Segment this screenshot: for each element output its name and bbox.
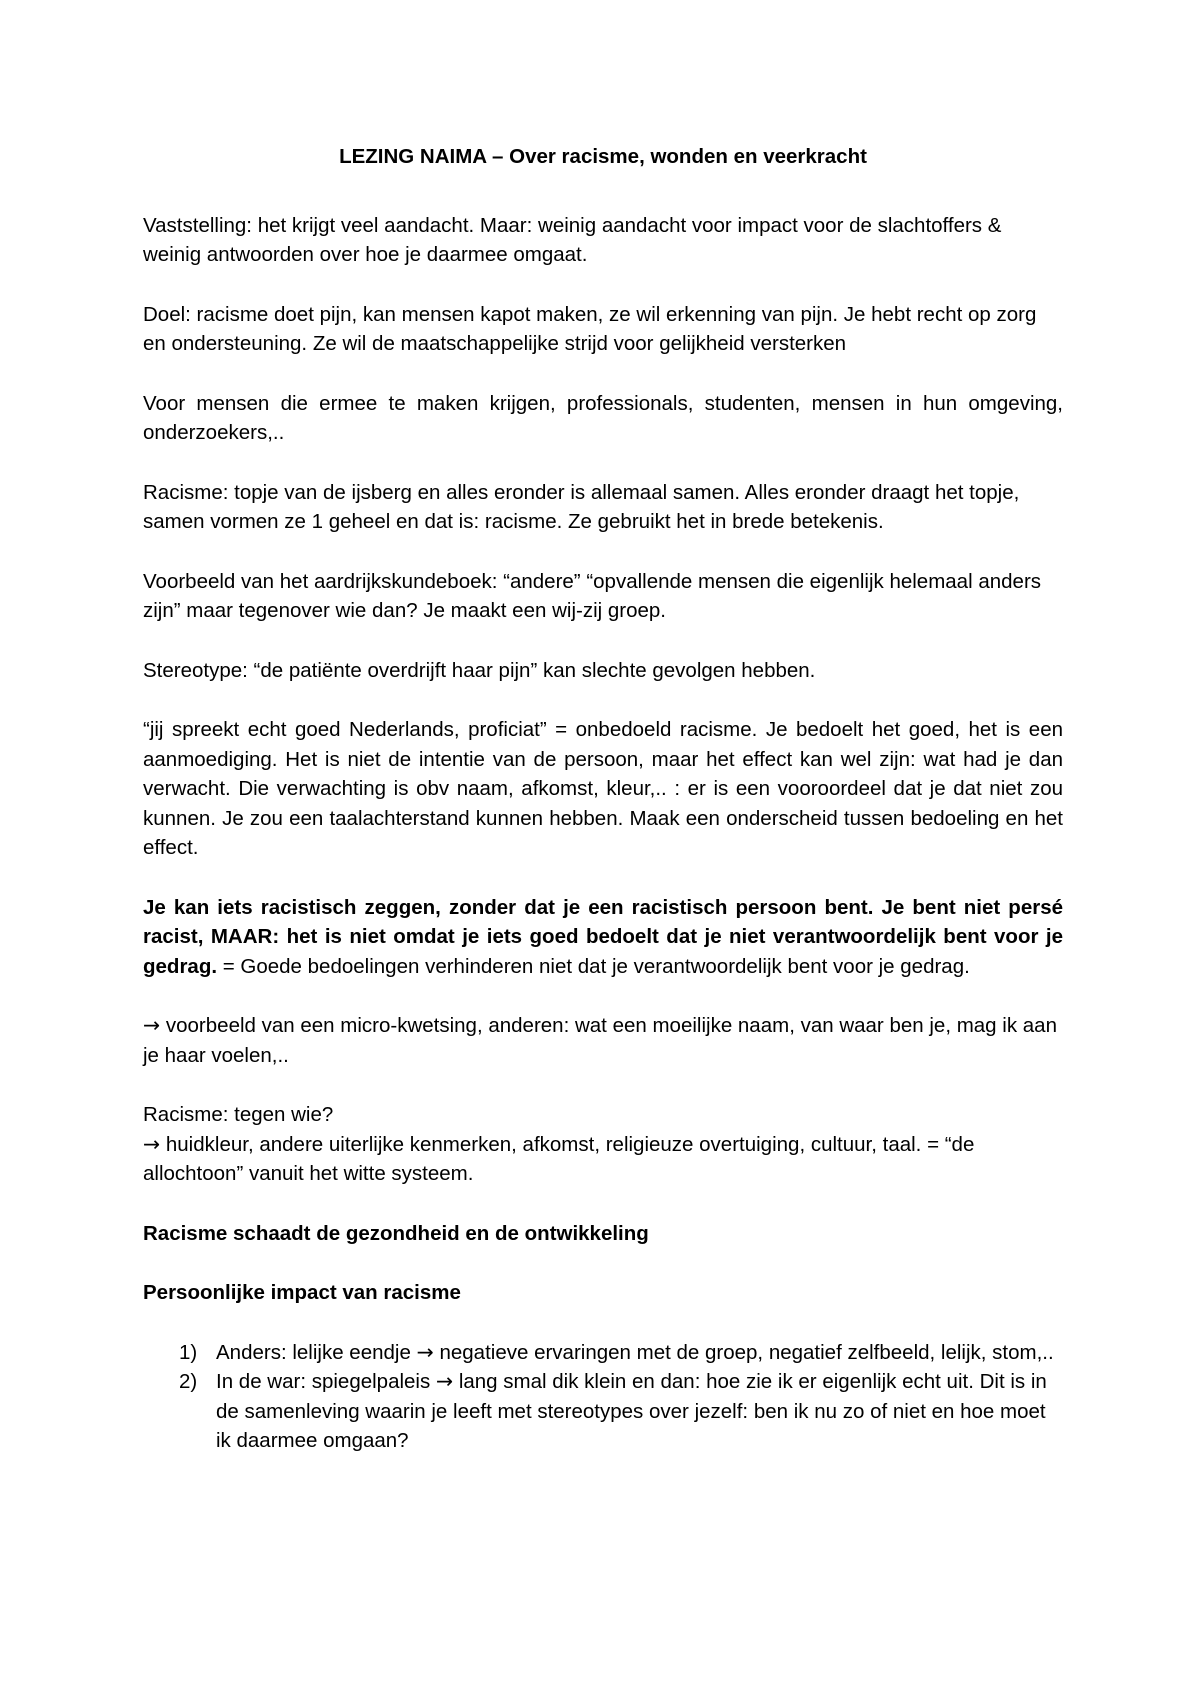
paragraph-tegen-wie [143, 1100, 1063, 1189]
list-item-text: negatieve ervaringen met de groep, negatief zelfbeeld, lelijk, stom,.. [433, 1340, 1054, 1364]
paragraph-voorbeeld-aardrijkskunde: Voorbeeld van het aardrijkskundeboek: “andere” “opvallende mensen die eigenlijk helemaal anders zijn” maar tegenover wie dan? Je maakt een wij-zij groep. [143, 569, 1042, 622]
heading-persoonlijke-impact: Persoonlijke impact van racisme [143, 1281, 461, 1304]
arrow-right-icon: → [435, 1369, 454, 1393]
paragraph-verantwoordelijkheid [143, 893, 1063, 982]
document-title: LEZING NAIMA – Over racisme, wonden en veerkracht [339, 145, 867, 168]
paragraph-verantwoordelijkheid-bold: Je kan iets racistisch zeggen, zonder dat je een racistisch persoon bent. Je bent niet persé racist, MAAR: het is niet omdat je iets goed bedoelt dat je niet verantwoordelijk bent voor je gedrag. [143, 895, 1063, 978]
list-item-text: In de war: spiegelpaleis [216, 1370, 436, 1393]
list-item-number: 1) [179, 1340, 198, 1364]
paragraph-onbedoeld-racisme: “jij spreekt echt goed Nederlands, proficiat” = onbedoeld racisme. Je bedoelt het goed, het is een aanmoediging. Het is niet de intentie van de persoon, maar het effect kan wel zijn: wat had je dan verwacht. Die verwachting is obv naam, afkomst, kleur,.. : er is een vooroordeel dat je dat niet zou kunnen. Je zou een taalachterstand kunnen hebben. Maak een onderscheid tussen bedoeling en het effect. [143, 718, 1063, 859]
paragraph-stereotype: Stereotype: “de patiënte overdrijft haar pijn” kan slechte gevolgen hebben. [143, 658, 816, 682]
document-page [143, 142, 1063, 1456]
paragraph-voor-mensen: Voor mensen die ermee te maken krijgen, professionals, studenten, mensen in hun omgeving, onderzoekers,.. [143, 391, 1063, 444]
list-item [143, 1367, 1063, 1456]
list-item-text: Anders: lelijke eendje [216, 1340, 417, 1364]
paragraph-tegen-wie-question: Racisme: tegen wie? [143, 1103, 334, 1126]
impact-list [143, 1338, 1063, 1456]
list-item [143, 1338, 1063, 1368]
paragraph-doel: Doel: racisme doet pijn, kan mensen kapot maken, ze wil erkenning van pijn. Je hebt recht op zorg en ondersteuning. Ze wil de maatschappelijke strijd voor gelijkheid versterken [143, 302, 1037, 355]
paragraph-verantwoordelijkheid-rest: = Goede bedoelingen verhinderen niet dat je verantwoordelijk bent voor je gedrag. [217, 954, 970, 978]
paragraph-vaststelling: Vaststelling: het krijgt veel aandacht. Maar: weinig aandacht voor impact voor de slachtoffers & weinig antwoorden over hoe je daarmee omgaat. [143, 213, 1002, 266]
paragraph-micro-kwetsing-text: voorbeeld van een micro-kwetsing, anderen: wat een moeilijke naam, van waar ben je, mag ik aan je haar voelen,.. [143, 1014, 1057, 1067]
list-item-text: lang smal dik klein en dan: hoe zie ik er eigenlijk echt uit. Dit is in de samenleving waarin je leeft met stereotypes over jezelf: ben ik nu zo of niet en hoe moet ik daarmee omgaan? [216, 1370, 1047, 1452]
heading-gezondheid: Racisme schaadt de gezondheid en de ontwikkeling [143, 1221, 649, 1245]
list-item-number: 2) [179, 1370, 198, 1393]
paragraph-racisme-ijsberg: Racisme: topje van de ijsberg en alles eronder is allemaal samen. Alles eronder draagt het topje, samen vormen ze 1 geheel en dat is: racisme. Ze gebruikt het in brede betekenis. [143, 480, 1020, 533]
arrow-right-icon: → [143, 1131, 161, 1156]
paragraph-micro-kwetsing [143, 1011, 1063, 1070]
arrow-right-icon: → [143, 1013, 161, 1037]
paragraph-tegen-wie-answer: huidkleur, andere uiterlijke kenmerken, afkomst, religieuze overtuiging, cultuur, taal. = “de allochtoon” vanuit het witte systeem. [143, 1132, 975, 1185]
arrow-right-icon: → [416, 1339, 434, 1364]
